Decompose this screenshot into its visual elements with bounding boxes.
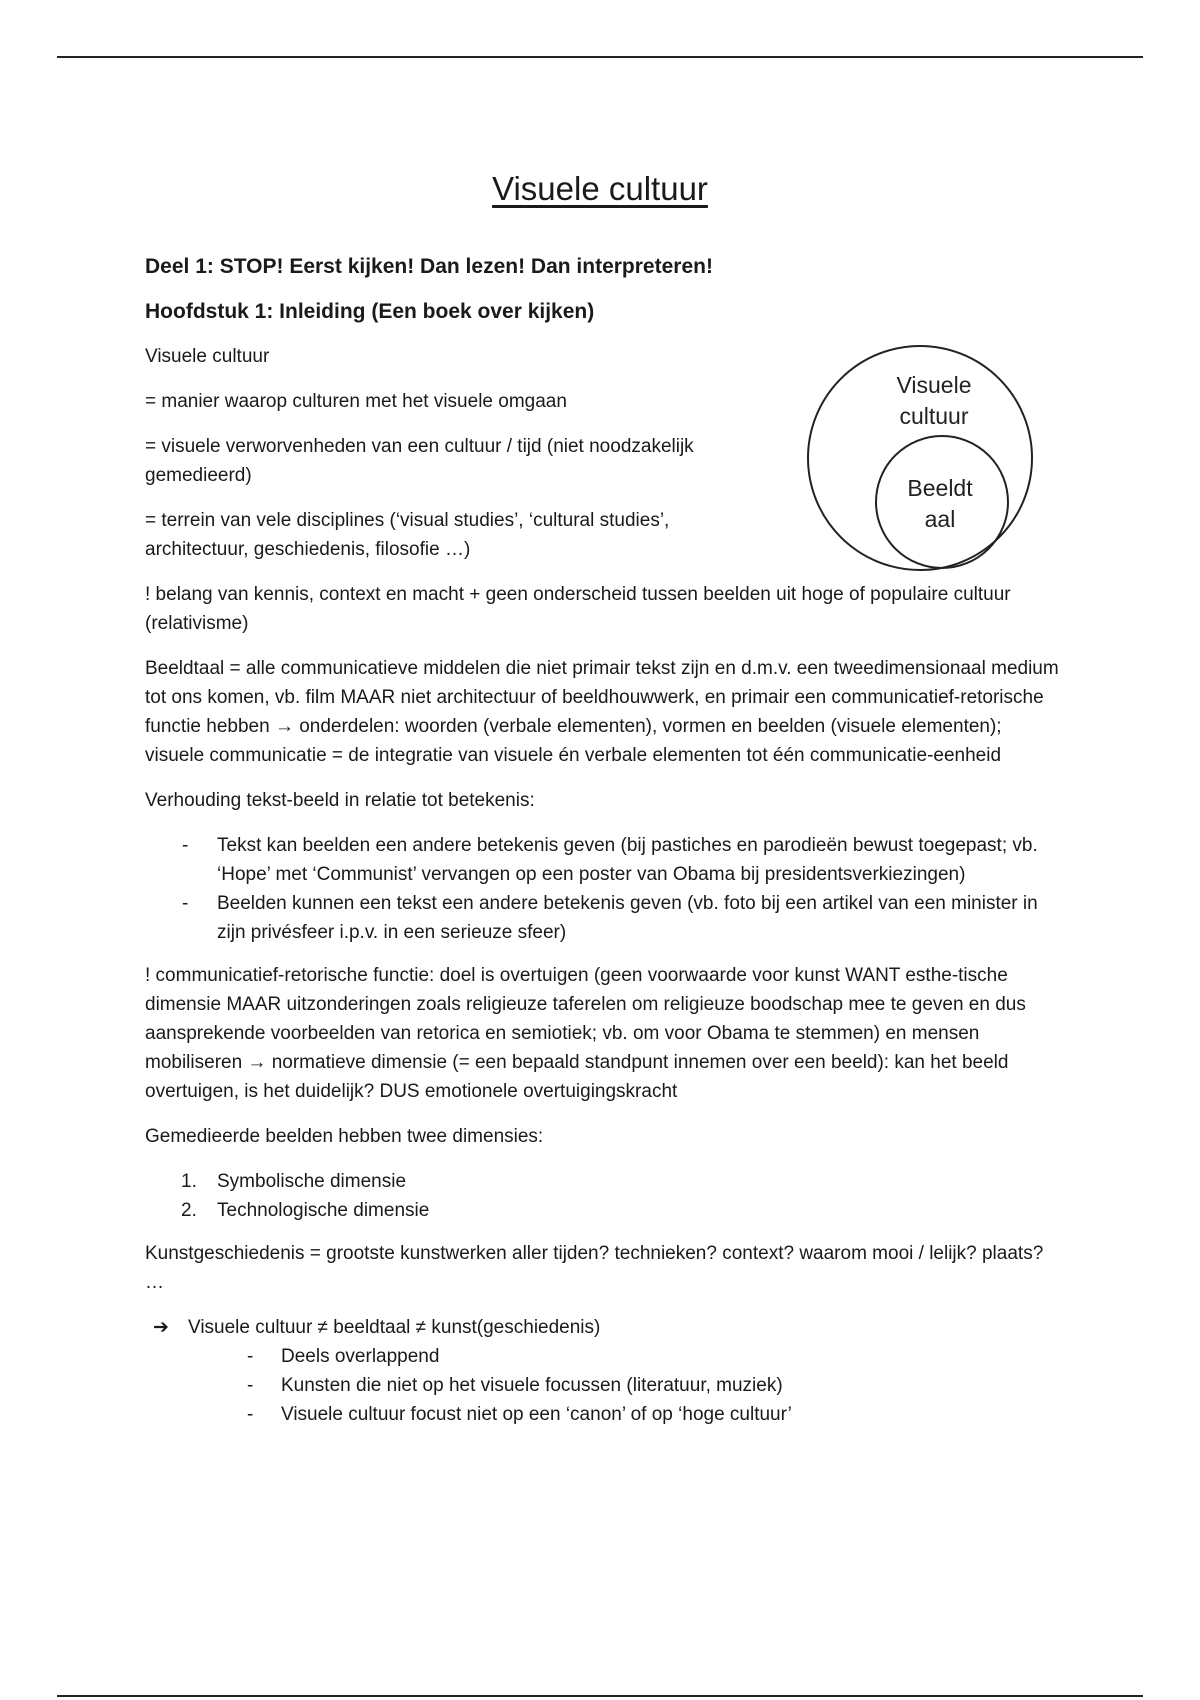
dimensies-list (145, 1167, 1065, 1225)
list-item: - Kunsten die niet op het visuele focussen (literatuur, muziek) (145, 1371, 1065, 1400)
verhouding-list (145, 831, 1065, 947)
chapter-heading: Hoofdstuk 1: Inleiding (Een boek over kijken) (145, 300, 595, 323)
part-heading: Deel 1: STOP! Eerst kijken! Dan lezen! Dan interpreteren! (145, 255, 713, 278)
kunstgeschiedenis-paragraph: Kunstgeschiedenis = grootste kunstwerken aller tijden? technieken? context? waarom mooi / lelijk? plaats? … (145, 1243, 1044, 1293)
arrow-icon: ➔ (153, 1317, 169, 1338)
list-text: Technologische dimensie (217, 1200, 430, 1221)
list-item: - Deels overlappend (145, 1342, 1065, 1371)
definition-3: = terrein van vele disciplines (‘visual studies’, ‘cultural studies’, architectuur, geschiedenis, filosofie …) (145, 510, 670, 560)
arrow-item (145, 1313, 1065, 1342)
page-title: Visuele cultuur (492, 170, 708, 208)
arrow-text: Visuele cultuur ≠ beeldtaal ≠ kunst(geschiedenis) (188, 1317, 601, 1338)
retorisch-paragraph: ! communicatief-retorische functie: doel is overtuigen (geen voorwaarde voor kunst WANT esthe-tische dimensie MAAR uitzonderingen zoals religieuze taferelen om religieuze boodschap mee te geven en dus aansprekende voorbeelden van retorica en semiotiek; vb. om voor Obama te stemmen) en mensen mobiliseren → normatieve dimensie (= een bepaald standpunt innemen over een beeld): kan het beeld overtuigen, is het duidelijk? DUS emotionele overtuigingskracht (145, 965, 1026, 1102)
intro-label: Visuele cultuur (145, 346, 270, 367)
bottom-rule (57, 1695, 1143, 1697)
list-item: - Tekst kan beelden een andere betekenis geven (bij pastiches en parodieën bewust toegepast; vb. ‘Hope’ met ‘Communist’ vervangen op een poster van Obama bij presidentsverkiezingen) (145, 831, 1065, 889)
list-item: - Beelden kunnen een tekst een andere betekenis geven (vb. foto bij een artikel van een minister in zijn privésfeer i.p.v. in een serieuze sfeer) (145, 889, 1065, 947)
gemedieerd-paragraph: Gemedieerde beelden hebben twee dimensies: (145, 1126, 544, 1147)
list-item (145, 1167, 1065, 1196)
list-number: 1. (181, 1171, 197, 1192)
definition-2: = visuele verworvenheden van een cultuur / tijd (niet noodzakelijk gemedieerd) (145, 436, 694, 486)
beeldtaal-paragraph: Beeldtaal = alle communicatieve middelen die niet primair tekst zijn en d.m.v. een tweedimensionaal medium tot ons komen, vb. film MAAR niet architectuur of beeldhouwwerk, en primair een communicatief-retorische functie hebben → onderdelen: woorden (verbale elementen), vormen en beelden (visuele elementen); visuele communicatie = de integratie van visuele én verbale elementen tot één communicatie-eenheid (145, 658, 1059, 766)
belang-paragraph: ! belang van kennis, context en macht + geen onderscheid tussen beelden uit hoge of populaire cultuur (relativisme) (145, 584, 1011, 634)
list-item (145, 1196, 1065, 1225)
diagram-inner-label-1: Beeldt (907, 475, 973, 501)
list-number: 2. (181, 1200, 197, 1221)
diagram-inner-label-2: aal (924, 506, 956, 532)
verhouding-paragraph: Verhouding tekst-beeld in relatie tot betekenis: (145, 790, 535, 811)
list-text: Symbolische dimensie (217, 1171, 407, 1192)
sub-list (145, 1342, 1065, 1429)
diagram-outer-label-2: cultuur (899, 403, 969, 429)
diagram-outer-label-1: Visuele (896, 372, 972, 398)
list-item: - Visuele cultuur focust niet op een ‘canon’ of op ‘hoge cultuur’ (145, 1400, 1065, 1429)
document-body (145, 252, 1065, 1429)
definition-1: = manier waarop culturen met het visuele omgaan (145, 391, 567, 412)
top-rule (57, 56, 1143, 58)
